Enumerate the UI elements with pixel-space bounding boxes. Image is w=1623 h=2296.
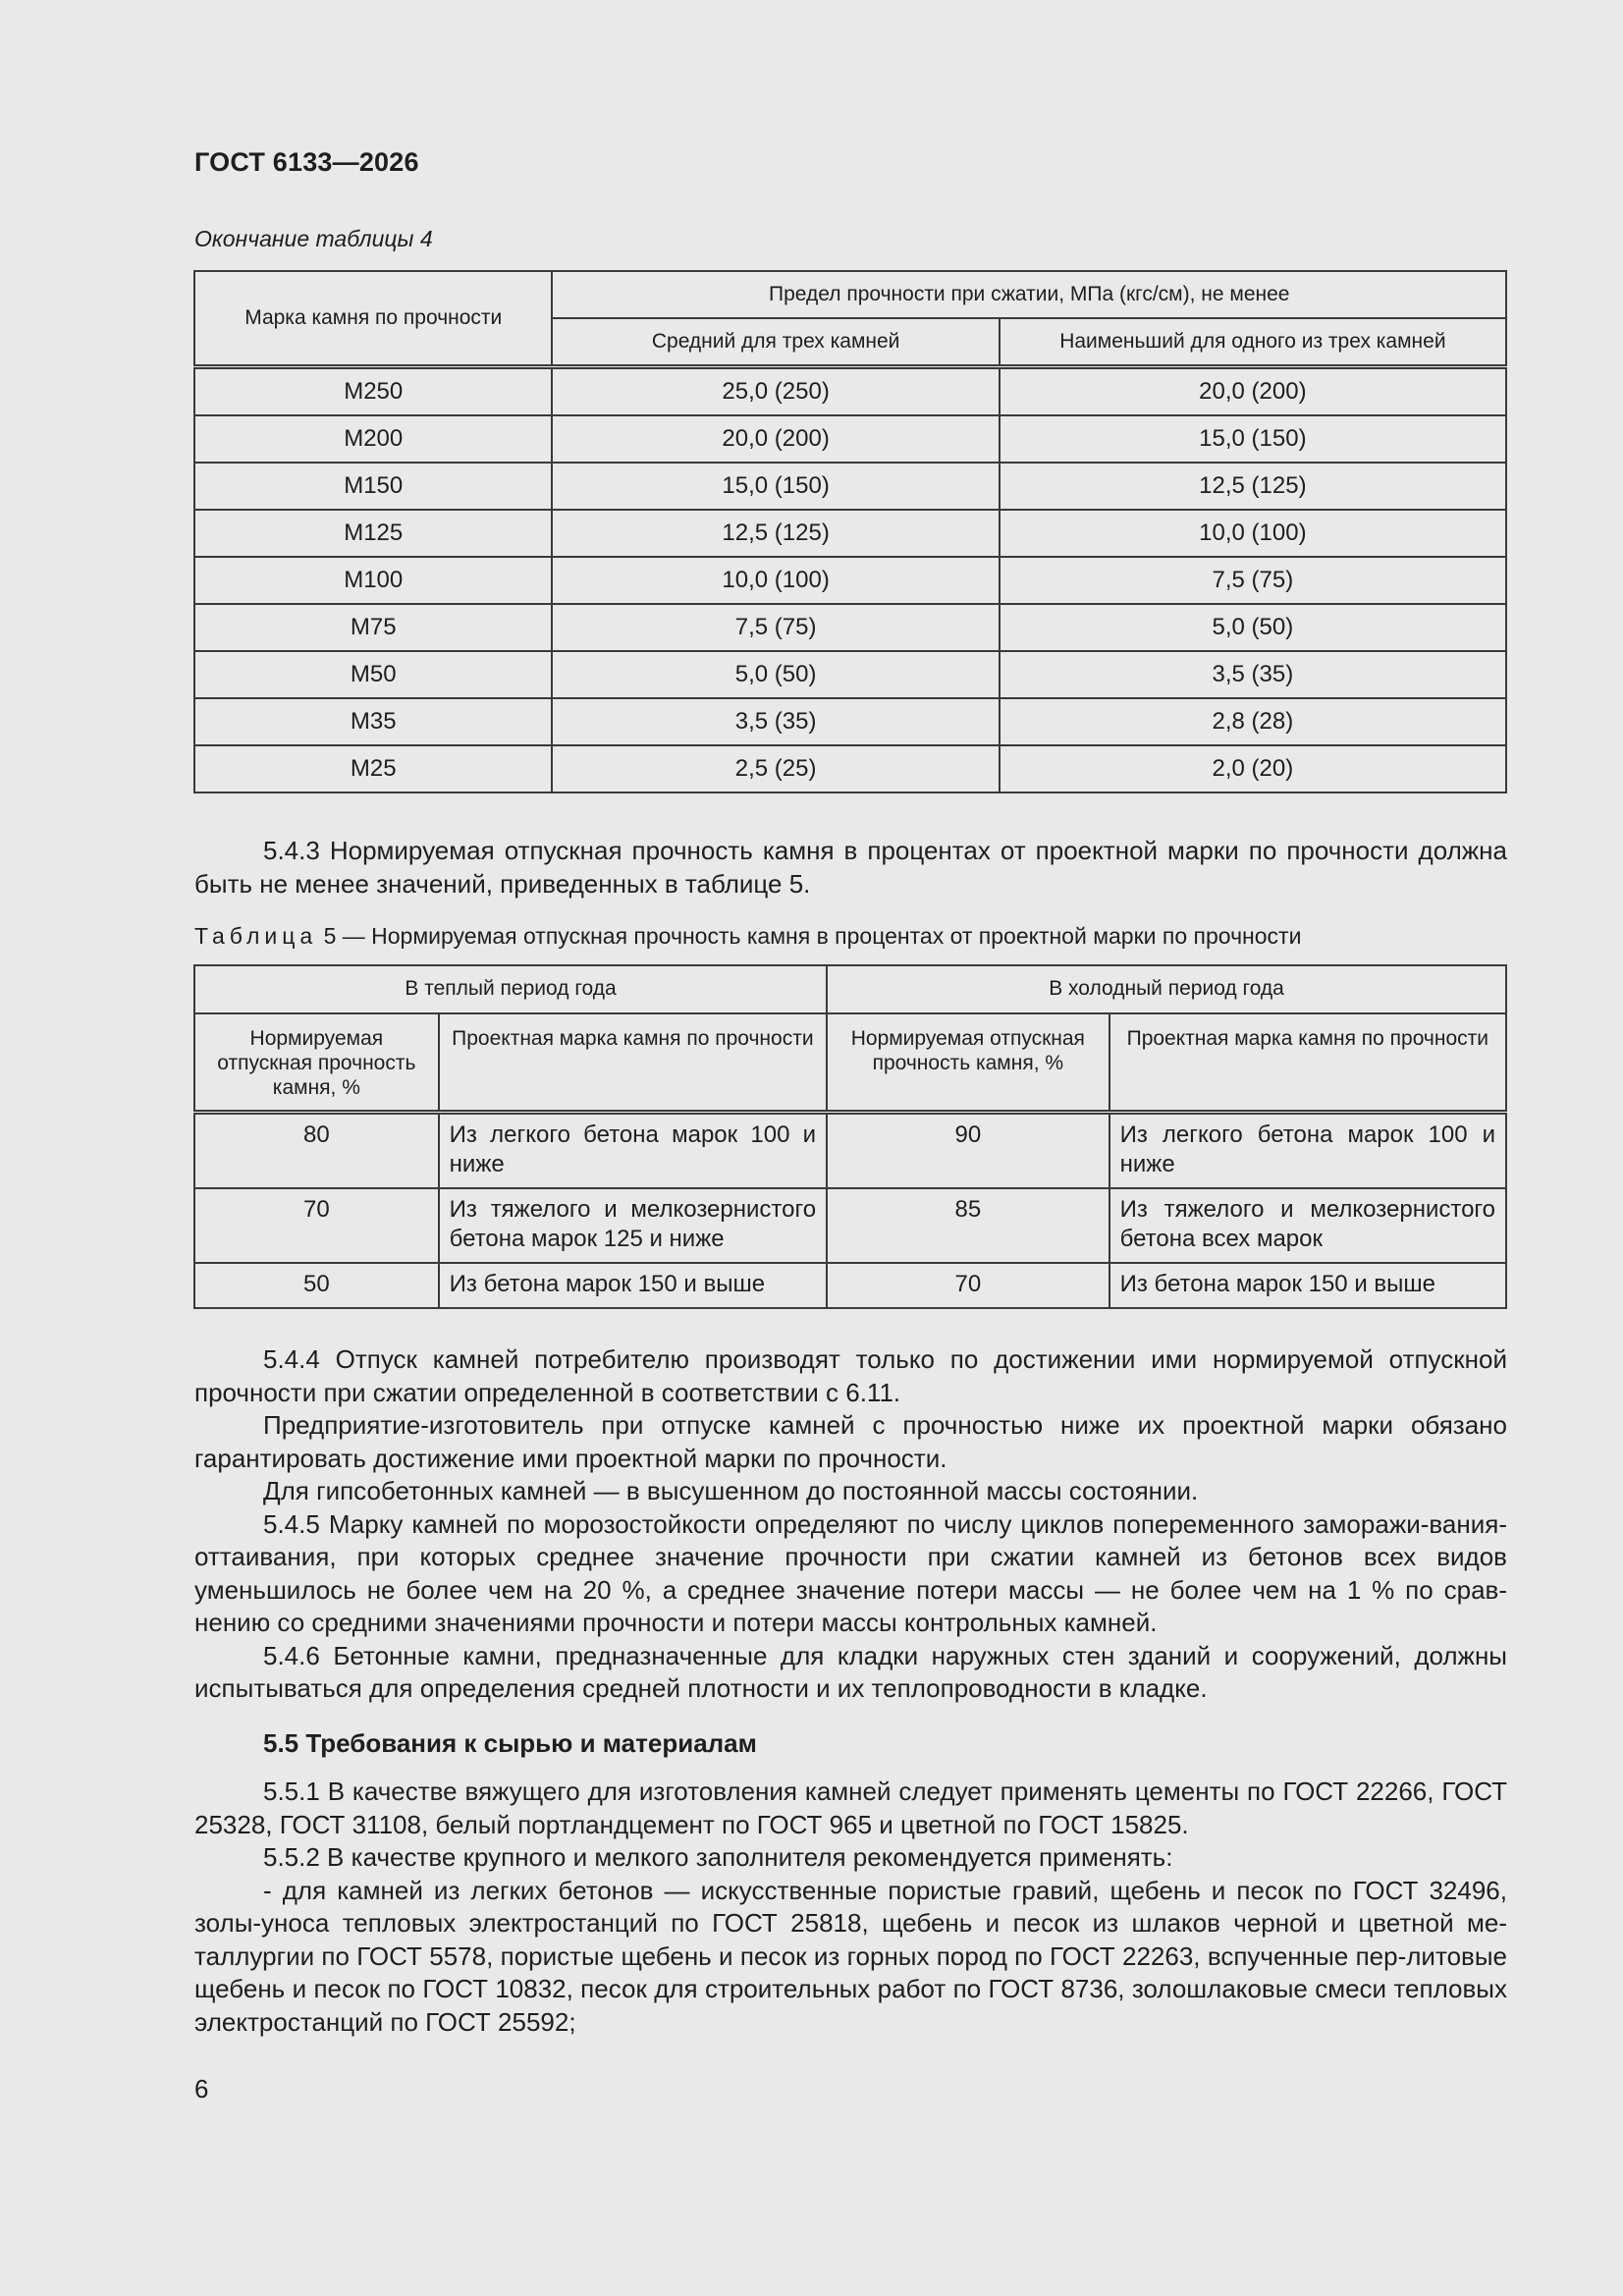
paragraph-manufacturer-obligation: Предприятие-изготовитель при отпуске камней с прочностью ниже их проектной марки обязано гарантировать достижение ими проектной марки по прочности. bbox=[194, 1410, 1507, 1473]
table4-cell-mark: М50 bbox=[194, 651, 552, 698]
table5-cold-period-header: В холодный период года bbox=[827, 965, 1506, 1013]
page-number: 6 bbox=[194, 2074, 209, 2104]
paragraph-lightweight-aggregates: - для камней из легких бетонов — искусственные пористые гравий, щебень и песок по ГОСТ 32496, золы-уноса тепловых электростанций по ГОСТ 25818, щебень и песок из шлаков черной и цветной ме-таллургии по ГОСТ 5578, пористые щебень и песок из горных пород по ГОСТ 22263, вспученные пер-литовые щебень и песок по ГОСТ 10832, песок для строительных работ по ГОСТ 8736, золошлаковые смеси тепловых электростанций по ГОСТ 25592; bbox=[194, 1875, 1507, 2037]
table4-cell-mark: М150 bbox=[194, 463, 552, 510]
paragraph-text: 5.4.3 Нормируемая отпускная прочность камня в процентах от проектной марки по прочности должна быть не менее значений, приведенных в таблице 5. bbox=[194, 836, 1507, 899]
table5-title bbox=[194, 923, 1510, 950]
table-row bbox=[194, 1188, 1506, 1263]
paragraph-5-5-1: 5.5.1 В качестве вяжущего для изготовления камней следует применять цементы по ГОСТ 22266, ГОСТ 25328, ГОСТ 31108, белый портландцемент по ГОСТ 965 и цветной по ГОСТ 15825. bbox=[194, 1777, 1507, 1839]
table4-cell-minimum: 2,0 (20) bbox=[1000, 745, 1506, 793]
table-row bbox=[194, 415, 1506, 463]
table4-cell-minimum: 3,5 (35) bbox=[1000, 651, 1506, 698]
table-row bbox=[194, 698, 1506, 745]
table4-cell-minimum: 20,0 (200) bbox=[1000, 367, 1506, 416]
table4-caption: Окончание таблицы 4 bbox=[194, 226, 433, 251]
table5-cold-strength-header: Нормируемая отпускная прочность камня, % bbox=[827, 1013, 1109, 1113]
table4-cell-average: 10,0 (100) bbox=[552, 557, 999, 604]
table-row bbox=[194, 604, 1506, 651]
table4-cell-average: 3,5 (35) bbox=[552, 698, 999, 745]
table4-cell-minimum: 10,0 (100) bbox=[1000, 510, 1506, 557]
paragraph-5-5-2: 5.5.2 В качестве крупного и мелкого заполнителя рекомендуется применять: bbox=[263, 1842, 1173, 1872]
table5-cell-cold-strength: 90 bbox=[827, 1113, 1109, 1189]
table5-warm-strength-header: Нормируемая отпускная прочность камня, % bbox=[194, 1013, 439, 1113]
table5-cold-grade-header: Проектная марка камня по прочности bbox=[1109, 1013, 1506, 1113]
section-heading-5-5: 5.5 Требования к сырью и материалам bbox=[263, 1728, 757, 1758]
table-row bbox=[194, 463, 1506, 510]
table4-cell-mark: М125 bbox=[194, 510, 552, 557]
paragraphs-5-5 bbox=[194, 1776, 1507, 2039]
table4-cell-minimum: 2,8 (28) bbox=[1000, 698, 1506, 745]
table5-warm-grade-header: Проектная марка камня по прочности bbox=[439, 1013, 827, 1113]
table5-cell-warm-strength: 50 bbox=[194, 1263, 439, 1308]
table5-cell-warm-grade: Из бетона марок 150 и выше bbox=[439, 1263, 827, 1308]
table4-cell-average: 5,0 (50) bbox=[552, 651, 999, 698]
table-4 bbox=[193, 270, 1507, 793]
table4-cell-average: 12,5 (125) bbox=[552, 510, 999, 557]
table4-group-header: Предел прочности при сжатии, МПа (кгс/см), не менее bbox=[552, 271, 1506, 318]
table4-cell-minimum: 15,0 (150) bbox=[1000, 415, 1506, 463]
table4-cell-average: 7,5 (75) bbox=[552, 604, 999, 651]
table5-cell-cold-grade: Из легкого бетона марок 100 и ниже bbox=[1109, 1113, 1506, 1189]
table4-body bbox=[194, 367, 1506, 793]
table-row bbox=[194, 510, 1506, 557]
table4-cell-mark: М200 bbox=[194, 415, 552, 463]
paragraph-gypsum-concrete: Для гипсобетонных камней — в высушенном до постоянной массы состоянии. bbox=[263, 1476, 1199, 1505]
table4-cell-minimum: 5,0 (50) bbox=[1000, 604, 1506, 651]
table5-cell-warm-grade: Из легкого бетона марок 100 и ниже bbox=[439, 1113, 827, 1189]
table5-cell-cold-strength: 85 bbox=[827, 1188, 1109, 1263]
table4-col-minimum-header: Наименьший для одного из трех камней bbox=[1000, 318, 1506, 367]
document-header: ГОСТ 6133—2026 bbox=[194, 147, 419, 177]
table5-body bbox=[194, 1113, 1506, 1309]
table-5 bbox=[193, 964, 1507, 1309]
table4-cell-mark: М250 bbox=[194, 367, 552, 416]
table4-col-average-header: Средний для трех камней bbox=[552, 318, 999, 367]
table4-cell-average: 2,5 (25) bbox=[552, 745, 999, 793]
paragraph-5-4-6: 5.4.6 Бетонные камни, предназначенные для кладки наружных стен зданий и сооружений, должны испытываться для определения средней плотности и их теплопроводности в кладке. bbox=[194, 1640, 1507, 1703]
table5-title-label: Таблица bbox=[194, 923, 318, 949]
table5-cell-warm-strength: 80 bbox=[194, 1113, 439, 1189]
paragraph-5-4-5: 5.4.5 Марку камней по морозостойкости определяют по числу циклов попеременного заморажи-вания-оттаивания, при которых среднее значение прочности при сжатии камней из бетонов всех видов уменьшилось не более чем на 20 %, а среднее значение потери массы — не более чем на 1 % по срав-нению со средними значениями прочности и потери массы контрольных камней. bbox=[194, 1508, 1507, 1637]
table4-cell-mark: М100 bbox=[194, 557, 552, 604]
paragraph-5-4-4: 5.4.4 Отпуск камней потребителю производят только по достижении ими нормируемой отпускной прочности при сжатии определенной в соответствии с 6.11. bbox=[194, 1344, 1507, 1407]
table4-cell-minimum: 7,5 (75) bbox=[1000, 557, 1506, 604]
table-row bbox=[194, 651, 1506, 698]
table4-cell-minimum: 12,5 (125) bbox=[1000, 463, 1506, 510]
table5-cell-warm-grade: Из тяжелого и мелкозернистого бетона марок 125 и ниже bbox=[439, 1188, 827, 1263]
table-row bbox=[194, 367, 1506, 416]
table-row bbox=[194, 557, 1506, 604]
paragraph-5-4-3 bbox=[194, 835, 1507, 901]
table5-cell-cold-strength: 70 bbox=[827, 1263, 1109, 1308]
table4-cell-mark: М35 bbox=[194, 698, 552, 745]
table4-cell-average: 15,0 (150) bbox=[552, 463, 999, 510]
table5-cell-warm-strength: 70 bbox=[194, 1188, 439, 1263]
table-row bbox=[194, 745, 1506, 793]
paragraphs-5-4-4-to-5-4-6 bbox=[194, 1343, 1507, 1706]
table4-cell-mark: М75 bbox=[194, 604, 552, 651]
table4-cell-mark: М25 bbox=[194, 745, 552, 793]
table-row bbox=[194, 1263, 1506, 1308]
table4-col-mark-header: Марка камня по прочности bbox=[194, 271, 552, 367]
table5-cell-cold-grade: Из тяжелого и мелкозернистого бетона всех марок bbox=[1109, 1188, 1506, 1263]
table4-cell-average: 25,0 (250) bbox=[552, 367, 999, 416]
table4-cell-average: 20,0 (200) bbox=[552, 415, 999, 463]
table-row bbox=[194, 1113, 1506, 1189]
table5-warm-period-header: В теплый период года bbox=[194, 965, 827, 1013]
table5-title-text: 5 — Нормируемая отпускная прочность камня в процентах от проектной марки по прочности bbox=[323, 923, 1302, 949]
table5-cell-cold-grade: Из бетона марок 150 и выше bbox=[1109, 1263, 1506, 1308]
